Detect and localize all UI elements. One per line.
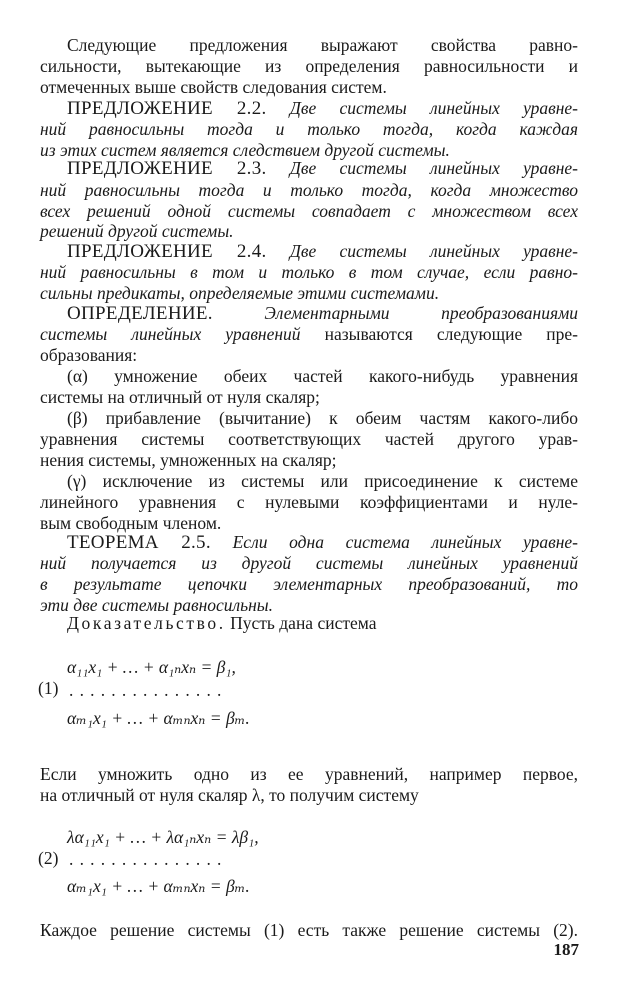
text-line: всех решений одной системы совпадает с множеством всех	[40, 201, 578, 221]
final-sentence: Каждое решение системы (1) есть также решение системы (2).	[40, 920, 578, 940]
text-line: сильности, вытекающие из определения равносильности и	[40, 56, 578, 76]
text-line: ний равносильны тогда и только тогда, когда множество	[40, 180, 578, 200]
definition-text: называются следующие пре-	[324, 324, 578, 344]
text-line: (β) прибавление (вычитание) к обеим частям какого-либо	[67, 408, 578, 428]
text-line: ний равносильны тогда и только тогда, когда каждая	[40, 119, 578, 139]
ellipsis-row: ...............	[69, 849, 228, 869]
text-line: сильны предикаты, определяемые этими системами.	[40, 283, 440, 303]
definition-term: системы линейных уравнений	[40, 324, 301, 344]
text-line: уравнения системы соответствующих частей другого урав-	[40, 429, 578, 449]
equation-first: α₁₁x₁ + … + α₁ₙxₙ = β₁,	[67, 657, 236, 677]
text-line: (α) умножение обеих частей какого-нибудь уравнения	[67, 366, 578, 386]
text-line: линейного уравнения с нулевыми коэффициентами и нуле-	[40, 492, 578, 512]
proposition-heading: ПРЕДЛОЖЕНИЕ 2.2.	[67, 98, 267, 119]
text-line: (γ) исключение из системы или присоединение к системе	[67, 471, 578, 491]
text-line	[67, 98, 578, 119]
equation-last: αₘ₁x₁ + … + αₘₙxₙ = βₘ.	[67, 876, 250, 896]
proposition-text: Две системы линейных уравне-	[289, 98, 578, 118]
text-line	[67, 241, 578, 262]
text-line: в результате цепочки элементарных преобразований, то	[40, 574, 578, 594]
proposition-text: Две системы линейных уравне-	[289, 241, 578, 261]
equation-label: (2)	[38, 848, 59, 868]
proof-text: Пусть дана система	[230, 613, 377, 633]
proof-word: Доказательство.	[67, 613, 226, 633]
theorem-text: Если одна система линейных уравне-	[232, 532, 579, 552]
text-line: вым свободным членом.	[40, 513, 222, 533]
text-line: ний получается из другой системы линейных уравнений	[40, 553, 578, 573]
definition-heading: ОПРЕДЕЛЕНИЕ.	[67, 303, 213, 324]
text-line: Если умножить одно из ее уравнений, например первое,	[40, 764, 578, 784]
text-line: системы на отличный от нуля скаляр;	[40, 387, 320, 407]
proposition-heading: ПРЕДЛОЖЕНИЕ 2.4.	[67, 241, 267, 262]
text-line: отмеченных выше свойств следования систем.	[40, 77, 387, 97]
text-line: нения системы, умноженных на скаляр;	[40, 450, 337, 470]
proposition-text: Две системы линейных уравне-	[289, 158, 578, 178]
text-line: образования:	[40, 345, 138, 365]
equation-last: αₘ₁x₁ + … + αₘₙxₙ = βₘ.	[67, 708, 250, 728]
text-line	[67, 303, 578, 324]
proposition-heading: ПРЕДЛОЖЕНИЕ 2.3.	[67, 158, 267, 179]
ellipsis-row: ...............	[69, 680, 228, 700]
text-line: решений другой системы.	[40, 221, 234, 241]
definition-term: Элементарными преобразованиями	[264, 303, 578, 323]
equation-first: λα₁₁x₁ + … + λα₁ₙxₙ = λβ₁,	[67, 827, 259, 847]
proof-line	[67, 613, 578, 633]
text-line	[67, 158, 578, 179]
theorem-heading: ТЕОРЕМА 2.5.	[67, 532, 211, 553]
text-line: Следующие предложения выражают свойства равно-	[67, 35, 578, 55]
text-line: эти две системы равносильны.	[40, 595, 274, 615]
text-line: на отличный от нуля скаляр λ, то получим систему	[40, 785, 419, 805]
text-line: из этих систем является следствием другой системы.	[40, 140, 450, 160]
page-number: 187	[553, 940, 579, 959]
equation-label: (1)	[38, 678, 59, 698]
text-line: ний равносильны в том и только в том случае, если равно-	[40, 262, 578, 282]
text-line	[40, 324, 578, 344]
text-line	[67, 532, 578, 553]
